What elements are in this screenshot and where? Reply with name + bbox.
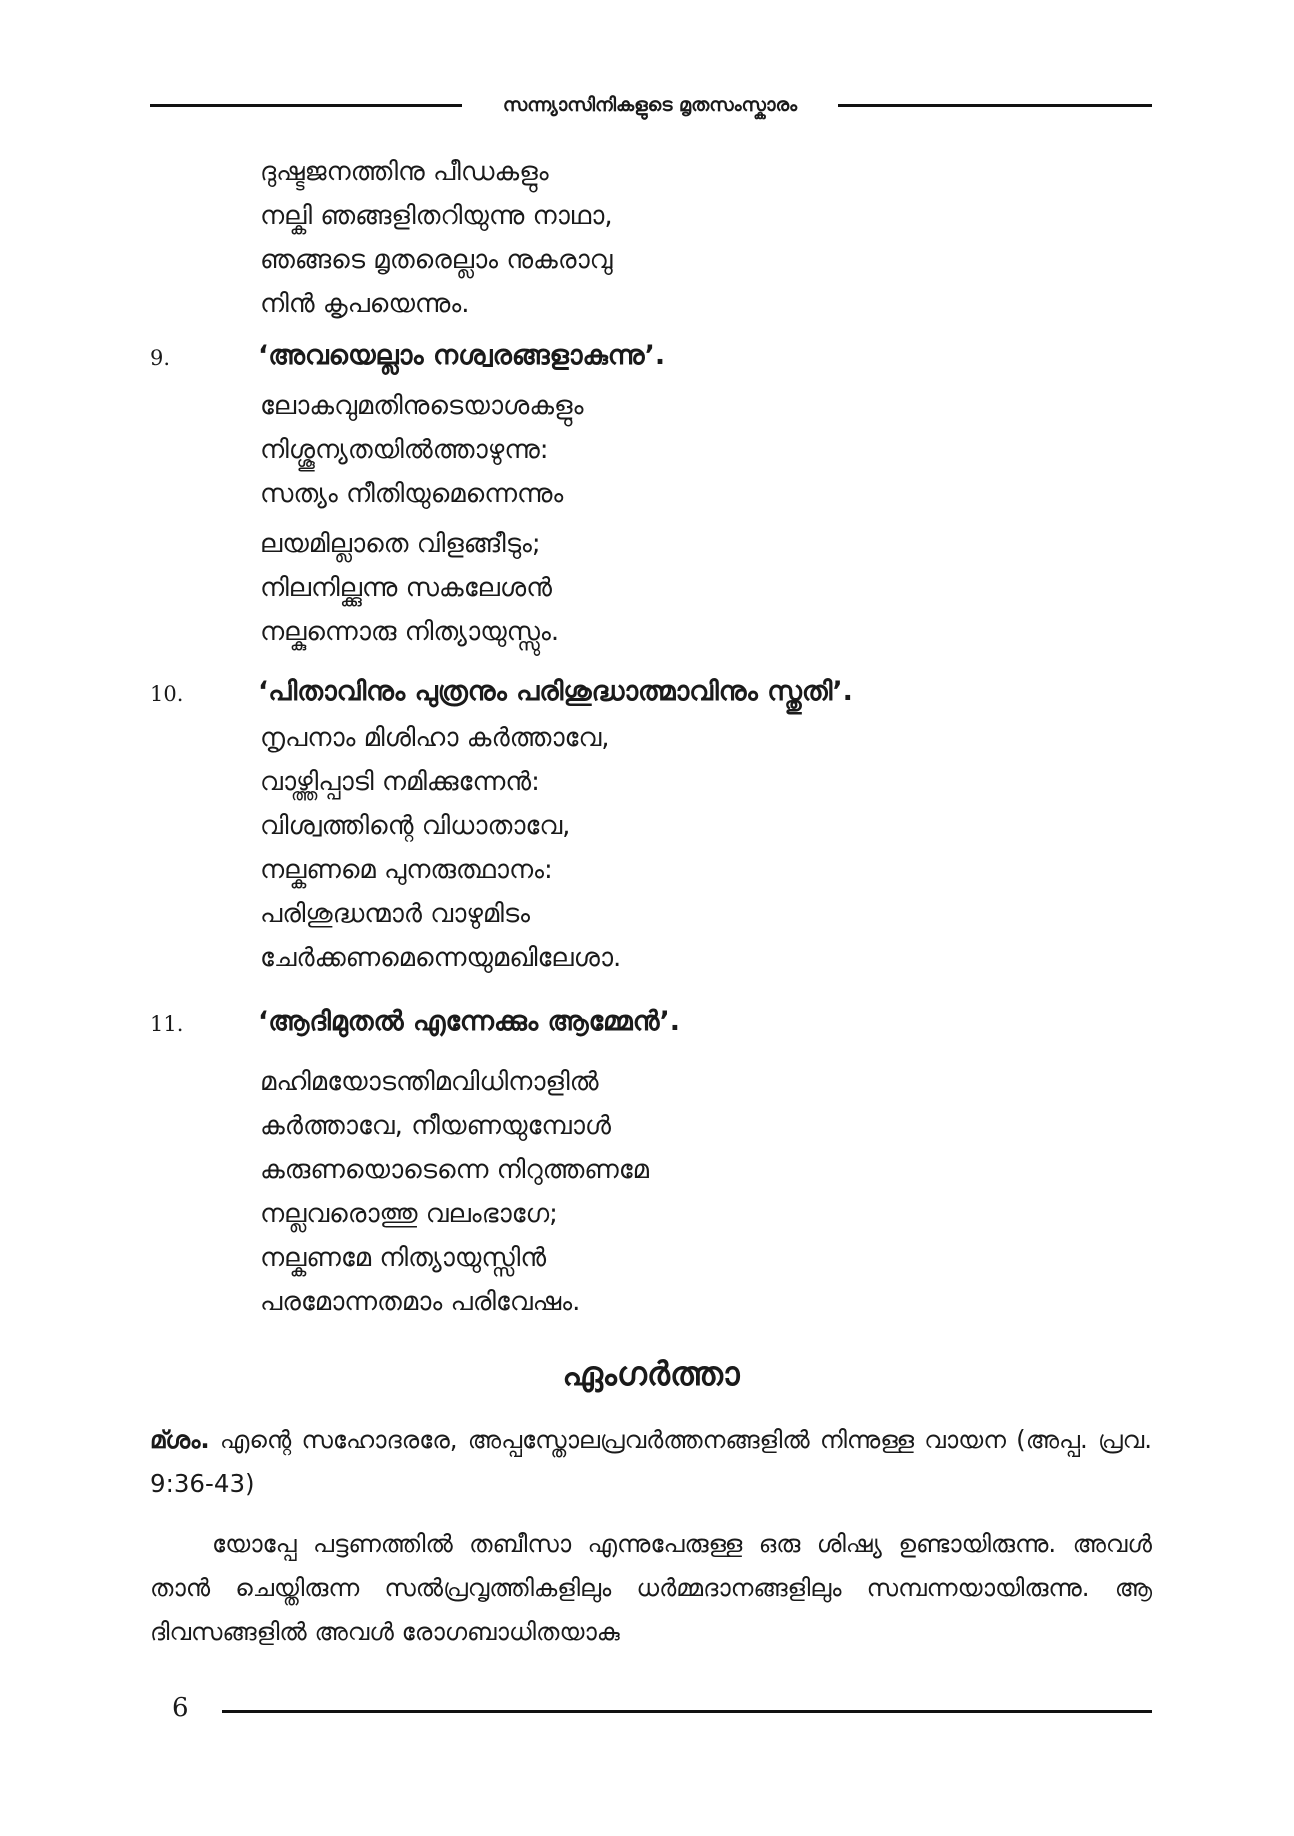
verse-line: വാഴ്ത്തിപ്പാടി നമിക്കുന്നേൻ: — [260, 767, 540, 797]
running-head: സന്ന്യാസിനികളുടെ മൃതസംസ്കാരം — [502, 94, 798, 116]
verse-line: നല്കുന്നൊരു നിത്യായുസ്സും. — [260, 617, 560, 647]
stanza-title: ‘ആദിമുതൽ എന്നേക്കും ആമ്മേൻ’. — [258, 1006, 680, 1037]
header-rule-left — [150, 104, 462, 107]
header-rule-right — [838, 104, 1152, 107]
verse-line: ചേർക്കണമെന്നെയുമഖിലേശാ. — [260, 943, 622, 973]
verse-line: നിശ്ശൂന്യതയിൽത്താഴുന്നു: — [260, 435, 549, 465]
stanza-9-lines-b — [260, 522, 559, 654]
verse-line: ലയമില്ലാതെ വിളങ്ങീടും; — [260, 529, 541, 559]
page-number: 6 — [172, 1693, 189, 1723]
verse-line: കർത്താവേ, നീയണയുമ്പോൾ — [260, 1111, 611, 1141]
reading-intro — [150, 1418, 1152, 1506]
reading-label: മ്ശം. — [150, 1425, 210, 1454]
section-heading: ഏംഗർത്താ — [562, 1354, 740, 1393]
verse-line: കരുണയൊടെന്നെ നിറുത്തണമേ — [260, 1155, 650, 1185]
verse-line: നൃപനാം മിശിഹാ കർത്താവേ, — [260, 723, 610, 753]
footer-rule — [222, 1710, 1152, 1713]
intro-stanza — [260, 150, 613, 326]
verse-line: ഞങ്ങടെ മൃതരെല്ലാം നുകരാവു — [260, 245, 613, 275]
verse-line: നല്ലവരൊത്തു വലംഭാഗേ; — [260, 1199, 558, 1229]
stanza-number: 9. — [150, 346, 171, 370]
verse-line: പരിശുദ്ധന്മാർ വാഴുമിടം — [260, 899, 531, 929]
stanza-10-lines — [260, 716, 621, 980]
stanza-number: 11. — [150, 1012, 184, 1036]
verse-line: നിലനില്ക്കുന്നു സകലേശൻ — [260, 573, 552, 603]
verse-line: സത്യം നീതിയുമെന്നെന്നും — [260, 479, 564, 509]
verse-line: വിശ്വത്തിന്റെ വിധാതാവേ, — [260, 811, 571, 841]
verse-line: മഹിമയോടന്തിമവിധിനാളിൽ — [260, 1067, 599, 1097]
verse-line: ദുഷ്ടജനത്തിനു പീഡകളും — [260, 157, 549, 187]
reading-paragraph: യോപ്പേ പട്ടണത്തിൽ തബീസാ എന്നുപേരുള്ള ഒരു ശിഷ്യ ഉണ്ടായിരുന്നു. അവൾ താൻ ചെയ്തിരുന്ന സൽപ്രവൃത്തികളിലും ധർമ്മദാനങ്ങളിലും സമ്പന്നയായിരുന്നു. ആ ദിവസങ്ങളിൽ അവൾ രോഗബാധിതയാകു — [150, 1529, 1152, 1646]
verse-line: നിൻ കൃപയെന്നും. — [260, 289, 470, 319]
stanza-number: 10. — [150, 682, 184, 706]
reading-intro-text: എന്റെ സഹോദരരേ, അപ്പസ്തോലപ്രവർത്തനങ്ങളിൽ നിന്നുള്ള വായന (അപ്പ. പ്രവ. 9:36-43) — [150, 1425, 1152, 1498]
verse-line: ലോകവുമതിനുടെയാശകളും — [260, 391, 584, 421]
verse-line: പരമോന്നതമാം പരിവേഷം. — [260, 1287, 581, 1317]
stanza-9-lines — [260, 384, 583, 516]
verse-line: നല്കണമേ നിത്യായുസ്സിൻ — [260, 1243, 547, 1273]
verse-line: നല്കണമെ പുനരുത്ഥാനം: — [260, 855, 553, 885]
stanza-title: ‘അവയെല്ലാം നശ്വരങ്ങളാകുന്നു’. — [258, 340, 666, 371]
stanza-title: ‘പിതാവിനും പുത്രനും പരിശുദ്ധാത്മാവിനും സ്തുതി’. — [258, 676, 853, 707]
stanza-11-lines — [260, 1060, 649, 1324]
verse-line: നല്കി ഞങ്ങളിതറിയുന്നു നാഥാ, — [260, 201, 613, 231]
